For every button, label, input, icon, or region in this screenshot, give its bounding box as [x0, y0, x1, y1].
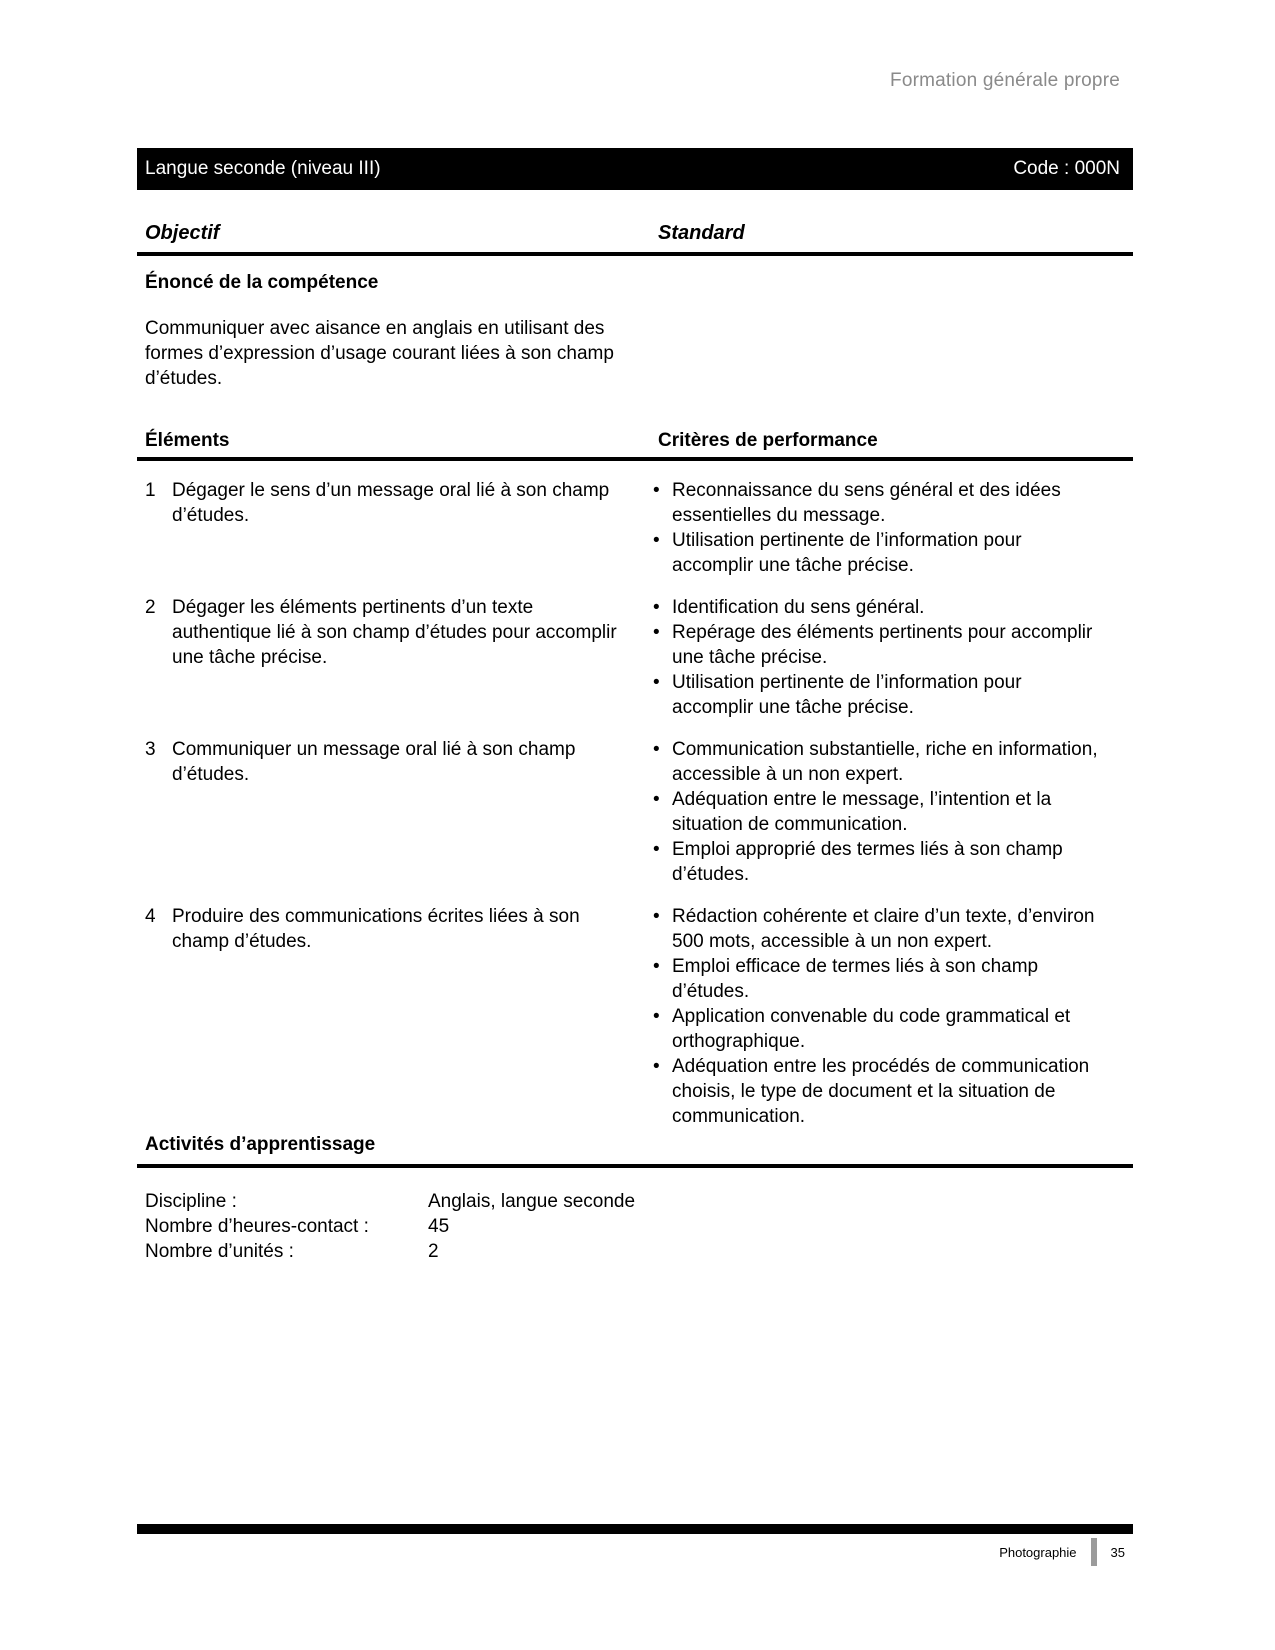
criterion: • Reconnaissance du sens général et des idées essentielles du message.	[650, 478, 1102, 528]
activites-section	[137, 1134, 1133, 1264]
info-row	[145, 1239, 1133, 1264]
course-code: Code : 000N	[1013, 158, 1120, 179]
activites-info	[137, 1189, 1133, 1264]
element-cell	[137, 904, 650, 1129]
footer-rule	[137, 1524, 1133, 1534]
info-label: Nombre d’unités :	[145, 1241, 294, 1262]
element-cell	[137, 478, 650, 578]
table-row	[137, 904, 1133, 1129]
course-title-bar	[137, 148, 1133, 190]
element-number: 2	[145, 597, 156, 618]
element-text: Communiquer un message oral lié à son champ d’études.	[172, 739, 576, 785]
info-label: Discipline :	[145, 1191, 237, 1212]
info-value: 2	[428, 1241, 439, 1262]
running-header: Formation générale propre	[890, 70, 1120, 91]
footer	[999, 1538, 1125, 1566]
criterion: • Repérage des éléments pertinents pour accomplir une tâche précise.	[650, 620, 1102, 670]
element-number: 4	[145, 906, 156, 927]
criterion: • Adéquation entre les procédés de communication choisis, le type de document et la situation de communication.	[650, 1054, 1102, 1129]
criterion: • Identification du sens général.	[650, 595, 1102, 620]
info-row	[145, 1189, 1133, 1214]
table-row	[137, 595, 1133, 720]
criteria-list	[650, 595, 1133, 720]
element-cell	[137, 595, 650, 720]
standard-header: Standard	[658, 222, 745, 244]
criterion: • Emploi efficace de termes liés à son champ d’études.	[650, 954, 1102, 1004]
table-body	[137, 478, 1133, 1129]
info-value: Anglais, langue seconde	[428, 1191, 636, 1212]
criterion: • Application convenable du code grammatical et orthographique.	[650, 1004, 1102, 1054]
table-row	[137, 478, 1133, 578]
objectif-header: Objectif	[145, 222, 220, 244]
element-cell	[137, 737, 650, 887]
criterion: • Rédaction cohérente et claire d’un texte, d’environ 500 mots, accessible à un non expert.	[650, 904, 1102, 954]
info-label: Nombre d’heures-contact :	[145, 1216, 369, 1237]
criteria-column-header: Critères de performance	[658, 430, 878, 451]
info-row	[145, 1214, 1133, 1239]
criteria-list	[650, 737, 1133, 887]
element-text: Dégager les éléments pertinents d’un texte authentique lié à son champ d’études pour accomplir une tâche précise.	[172, 597, 617, 668]
footer-page-number: 35	[1110, 1544, 1125, 1560]
criterion: • Emploi approprié des termes liés à son champ d’études.	[650, 837, 1102, 887]
element-text: Dégager le sens d’un message oral lié à son champ d’études.	[172, 480, 610, 526]
footer-separator	[1091, 1538, 1097, 1566]
criteria-list	[650, 904, 1133, 1129]
info-value: 45	[428, 1216, 450, 1237]
footer-course-name: Photographie	[999, 1544, 1077, 1560]
criterion: • Utilisation pertinente de l’information pour accomplir une tâche précise.	[650, 670, 1102, 720]
elements-criteria-table	[137, 430, 1133, 1146]
course-title: Langue seconde (niveau III)	[145, 158, 381, 179]
element-number: 3	[145, 739, 156, 760]
activites-heading: Activités d’apprentissage	[137, 1134, 1133, 1168]
criteria-list	[650, 478, 1133, 578]
criterion: • Utilisation pertinente de l’information pour accomplir une tâche précise.	[650, 528, 1102, 578]
element-number: 1	[145, 480, 156, 501]
enonce-text: Communiquer avec aisance en anglais en utilisant des formes d’expression d’usage courant liées à son champ d’études.	[145, 318, 614, 389]
enonce-heading: Énoncé de la compétence	[145, 272, 379, 293]
table-row	[137, 737, 1133, 887]
table-header-row	[137, 430, 1133, 461]
criterion: • Communication substantielle, riche en information, accessible à un non expert.	[650, 737, 1102, 787]
criterion: • Adéquation entre le message, l’intention et la situation de communication.	[650, 787, 1102, 837]
objectif-standard-header	[137, 222, 1133, 256]
elements-column-header: Éléments	[145, 430, 230, 451]
element-text: Produire des communications écrites liées à son champ d’études.	[172, 906, 580, 952]
